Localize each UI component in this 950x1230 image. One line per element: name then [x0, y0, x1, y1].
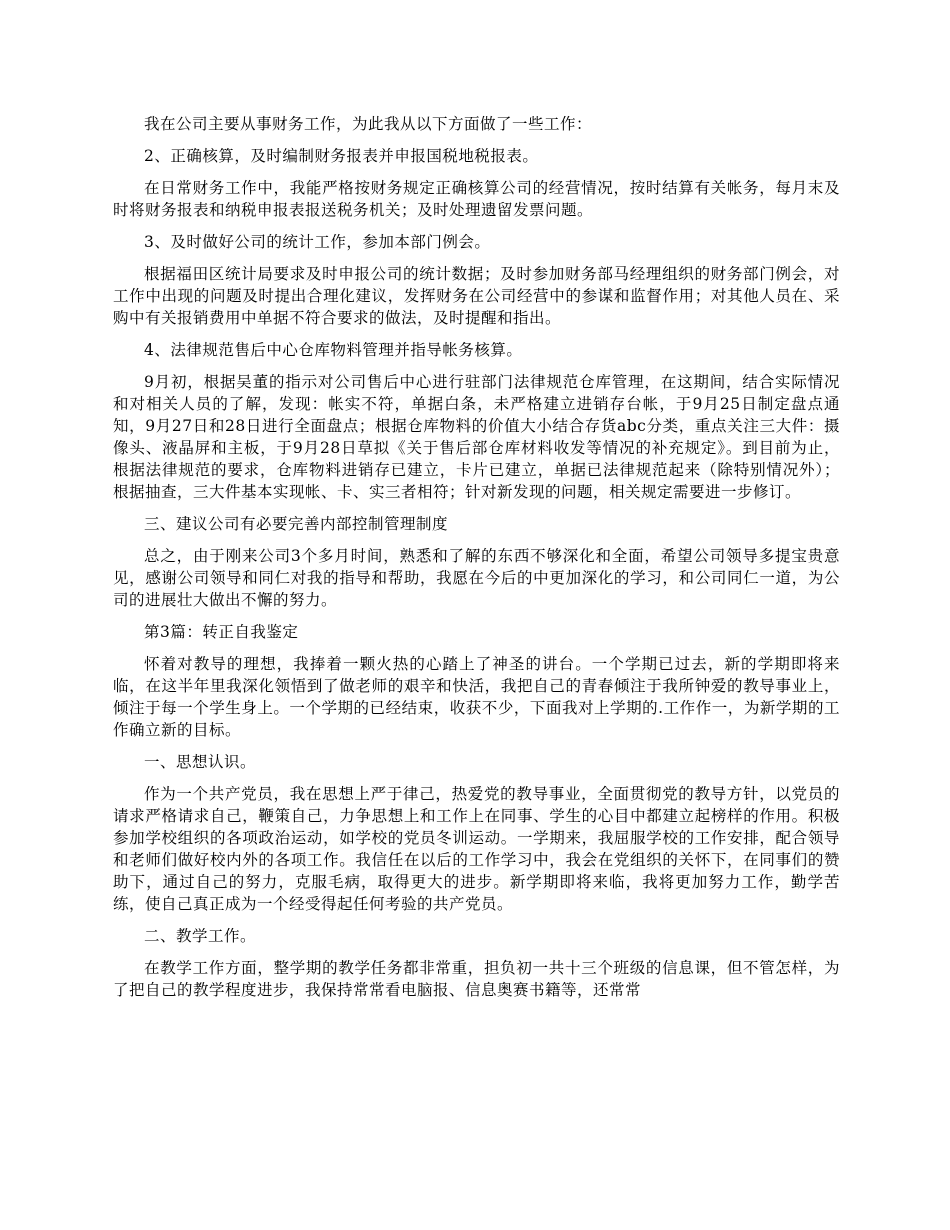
paragraph: 2、正确核算，及时编制财务报表并申报国税地税报表。: [144, 147, 539, 165]
section-heading: 第3篇：转正自我鉴定: [144, 623, 299, 641]
paragraph: 三、建议公司有必要完善内部控制管理制度: [144, 515, 449, 533]
document-body: [113, 113, 840, 1011]
paragraph: 4、法律规范售后中心仓库物料管理并指导帐务核算。: [144, 341, 523, 359]
paragraph: 9月初，根据吴董的指示对公司售后中心进行驻部门法律规范仓库管理，在这期间，结合实际情况和对相关人员的了解，发现：帐实不符，单据白条，未严格建立进销存台帐，于9月25日制定盘点通知，9月27日和28日进行全面盘点；根据仓库物料的价值大小结合存货abc分类，重点关注三大件：摄像头、液晶屏和主板，于9月28日草拟《关于售后部仓库材料收发等情况的补充规定》。到目前为止，根据法律规范的要求，仓库物料进销存已建立，卡片已建立，单据已法律规范起来（除特别情况外）；根据抽查，三大件基本实现帐、卡、实三者相符；针对新发现的问题，相关规定需要进一步修订。: [113, 373, 840, 501]
paragraph: 作为一个共产党员，我在思想上严于律己，热爱党的教导事业，全面贯彻党的教导方针，以党员的请求严格请求自己，鞭策自己，力争思想上和工作上在同事、学生的心目中都建立起榜样的作用。积极参加学校组织的各项政治运动，如学校的党员冬训运动。一学期来，我屈服学校的工作安排，配合领导和老师们做好校内外的各项工作。我信任在以后的工作学习中，我会在党组织的关怀下，在同事们的赞助下，通过自己的努力，克服毛病，取得更大的进步。新学期即将来临，我将更加努力工作，勤学苦练，使自己真正成为一个经受得起任何考验的共产党员。: [113, 785, 840, 913]
paragraph: 总之，由于刚来公司3个多月时间，熟悉和了解的东西不够深化和全面，希望公司领导多提宝贵意见，感谢公司领导和同仁对我的指导和帮助，我愿在今后的中更加深化的学习，和公司同仁一道，为公司的进展壮大做出不懈的努力。: [113, 547, 840, 609]
paragraph: 二、教学工作。: [144, 927, 257, 945]
paragraph: 3、及时做好公司的统计工作，参加本部门例会。: [144, 233, 491, 251]
paragraph: 一、思想认识。: [144, 753, 257, 771]
paragraph: 根据福田区统计局要求及时申报公司的统计数据；及时参加财务部马经理组织的财务部门例会，对工作中出现的问题及时提出合理化建议，发挥财务在公司经营中的参谋和监督作用；对其他人员在、采购中有关报销费用中单据不符合要求的做法，及时提醒和指出。: [113, 265, 840, 327]
paragraph: 我在公司主要从事财务工作，为此我从以下方面做了一些工作：: [144, 115, 593, 133]
paragraph: 在教学工作方面，整学期的教学任务都非常重，担负初一共十三个班级的信息课，但不管怎样，为了把自己的教学程度进步，我保持常常看电脑报、信息奥赛书籍等，还常常: [113, 959, 840, 999]
paragraph: 怀着对教导的理想，我捧着一颗火热的心踏上了神圣的讲台。一个学期已过去，新的学期即将来临，在这半年里我深化领悟到了做老师的艰辛和快活，我把自己的青春倾注于我所钟爱的教导事业上，倾注于每一个学生身上。一个学期的已经结束，收获不少，下面我对上学期的.工作作一，为新学期的工作确立新的目标。: [113, 655, 840, 739]
paragraph: 在日常财务工作中，我能严格按财务规定正确核算公司的经营情况，按时结算有关帐务，每月末及时将财务报表和纳税申报表报送税务机关；及时处理遗留发票问题。: [113, 179, 840, 219]
